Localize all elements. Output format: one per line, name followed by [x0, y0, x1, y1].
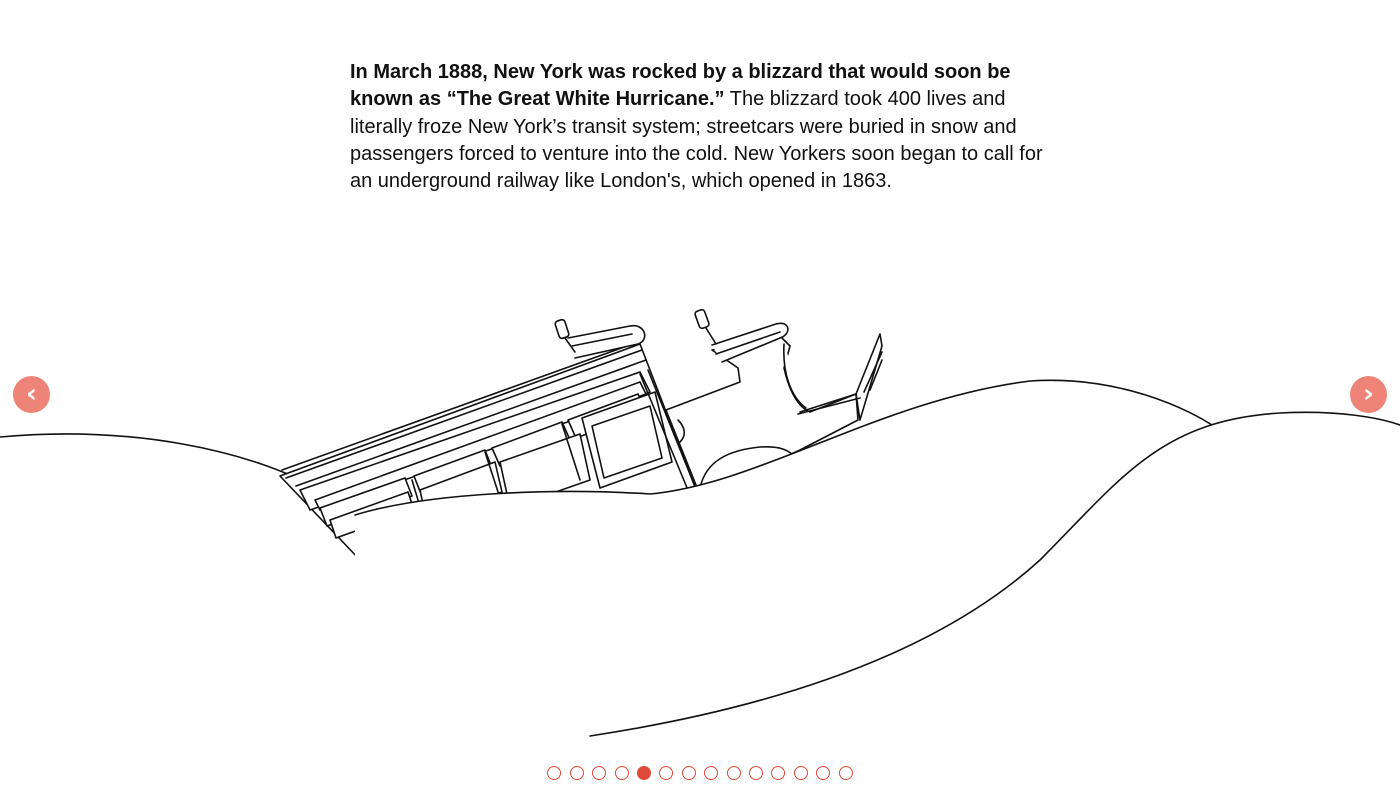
pagination-dot[interactable]: [839, 766, 853, 780]
pagination-dot[interactable]: [704, 766, 718, 780]
pagination-dot[interactable]: [816, 766, 830, 780]
pagination-dot[interactable]: [547, 766, 561, 780]
caption-lead: In March 1888, New York was rocked by a blizzard that would soon be known as “The Great White Hurricane.”: [350, 61, 1011, 111]
pagination-dot[interactable]: [682, 766, 696, 780]
chevron-right-icon: ›: [1363, 379, 1374, 409]
next-slide-button[interactable]: [1350, 376, 1387, 413]
pagination-dot[interactable]: [592, 766, 606, 780]
pagination-dot[interactable]: [727, 766, 741, 780]
pagination-dot[interactable]: [570, 766, 584, 780]
pagination-dot[interactable]: [771, 766, 785, 780]
pagination-dot[interactable]: [659, 766, 673, 780]
previous-slide-button[interactable]: [13, 376, 50, 413]
pagination-dot[interactable]: [794, 766, 808, 780]
caption-body: The blizzard took 400 lives and literally froze New York’s transit system; streetcars were buried in snow and passengers forced to venture into the cold. New Yorkers soon began to call for an underground railway like London's, which opened in 1863.: [350, 88, 1043, 193]
pagination-dot[interactable]: [637, 766, 651, 780]
slide-pagination: [0, 766, 1400, 780]
pagination-dot[interactable]: [615, 766, 629, 780]
chevron-left-icon: ‹: [26, 379, 37, 409]
pagination-dot[interactable]: [749, 766, 763, 780]
